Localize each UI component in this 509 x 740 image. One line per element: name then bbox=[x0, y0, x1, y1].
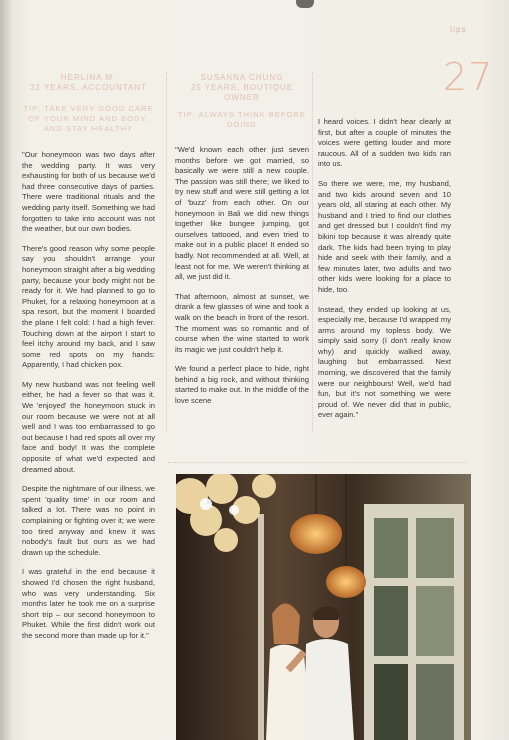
column1-paragraph: I was grateful in the end because it showed I'd chosen the right husband, who was very understanding. Six months later he took me on a surprise short trip – our second honeymoon to Phuket. While the first didn't work out the second more than made up for it." bbox=[22, 567, 155, 640]
column1-name: HERLINA M. bbox=[60, 73, 117, 82]
column1-body bbox=[22, 150, 155, 651]
column2-paragraph: "We'd known each other just seven months before we got married, so basically we were still a new couple. The passion was still there; we liked to try new stuff and were still getting a lot of 'buzz' from each other. On our honeymoon in Bali we did new things together like bungee jumping, got ourselves tattooed, and even tried to make out in a public place! It ended so badly. Not recommended at all. Well, at least not for me. We weren't thinking at all, we just did it. bbox=[175, 145, 309, 282]
column2-tip: TIP: ALWAYS THINK BEFORE DOING bbox=[178, 110, 306, 129]
column-divider bbox=[166, 72, 167, 432]
column2-subtitle: 25 YEARS, BOUTIQUE OWNER bbox=[190, 83, 294, 102]
column3-paragraph: I heard voices. I didn't hear clearly at first, but after a couple of minutes the voices were getting louder and more raucous. All of a sudden two kids ran into us. bbox=[318, 117, 451, 169]
column1-paragraph: "Our honeymoon was two days after the wedding party. It was very exhausting for both of us because we'd had three consecutive days of parties. There were traditional rituals and the wedding party itself. Something we had forgotten to take into account was not the weather, but our own bodies. bbox=[22, 150, 155, 234]
column1-header bbox=[22, 73, 155, 93]
column2-paragraph: That afternoon, almost at sunset, we drank a few glasses of wine and took a walk on the beach in front of the resort. The moment was so romantic and of course when the wine started to work its magic we just couldn't help it. bbox=[175, 291, 309, 354]
column1-subtitle: 32 YEARS, ACCOUNTANT bbox=[29, 83, 148, 92]
column3-body bbox=[318, 117, 451, 430]
column2-body bbox=[175, 145, 309, 416]
column3-paragraph: Instead, they ended up looking at us, especially me, because I'd wrapped my arms around my topless body. We simply said sorry (I don't really know why) and quickly walked away, laughing but embarrassed. Next morning, we discovered that the family were our neighbours! Well, we'd had fun, but it's not something we were proud of. We never did that in public, ever again." bbox=[318, 304, 451, 420]
column3-paragraph: So there we were, me, my husband, and two kids around seven and 10 years old, all staring at each other. My husband and I tried to find our clothes and get dressed but I couldn't find my bikini top because it was already quite dark. The kids had been trying to play hide and seek with their family, and a few minutes later, two adults and two other kids were looking for a place to hide, too. bbox=[318, 178, 451, 294]
column2-paragraph: We found a perfect place to hide, right behind a big rock, and without thinking started to make out. In the middle of the love scene bbox=[175, 364, 309, 406]
spine-shadow bbox=[0, 0, 12, 740]
photo-illustration bbox=[176, 474, 471, 740]
photo-divider bbox=[168, 462, 468, 463]
page-number: 27 bbox=[443, 55, 494, 99]
column1-paragraph: There's good reason why some people say you shouldn't arrange your honeymoon straight after a big wedding party, because your body might not be ready for it. We had planned to go to Phuket, for a relaxing honeymoon at a spa resort, but the moment I boarded the plane I felt cold: I had a high fever. Touching down at the airport I start to feel itchy around my back, and I saw some red spots on my hands: Apparently, I had chicken pox. bbox=[22, 243, 155, 370]
column2-name: SUSANNA CHUNG bbox=[200, 73, 284, 82]
column1-paragraph: Despite the nightmare of our illness, we spent 'quality time' in our room and talked a lot. There was no point in complaining or fighting over it; we were too tired anyway and knew it was nobody's fault but ours as we had drawn up the schedule. bbox=[22, 484, 155, 557]
binder-clip bbox=[296, 0, 314, 8]
section-tag: tips bbox=[450, 25, 467, 34]
column1-paragraph: My new husband was not feeling well either, he had a fever so that was it. We 'enjoyed' the honeymoon stuck in our room because we were not at all well and I was too embarrassed to go out because I had red spots all over my face and body! It was the complete opposite of what we'd expected and dreamed about. bbox=[22, 379, 155, 474]
column2-header bbox=[175, 73, 309, 103]
couple-photo bbox=[176, 474, 471, 740]
column-divider bbox=[312, 72, 313, 432]
column1-tip: TIP: TAKE VERY GOOD CARE OF YOUR MIND AND BODY, AND STAY HEALTHY bbox=[23, 104, 154, 133]
